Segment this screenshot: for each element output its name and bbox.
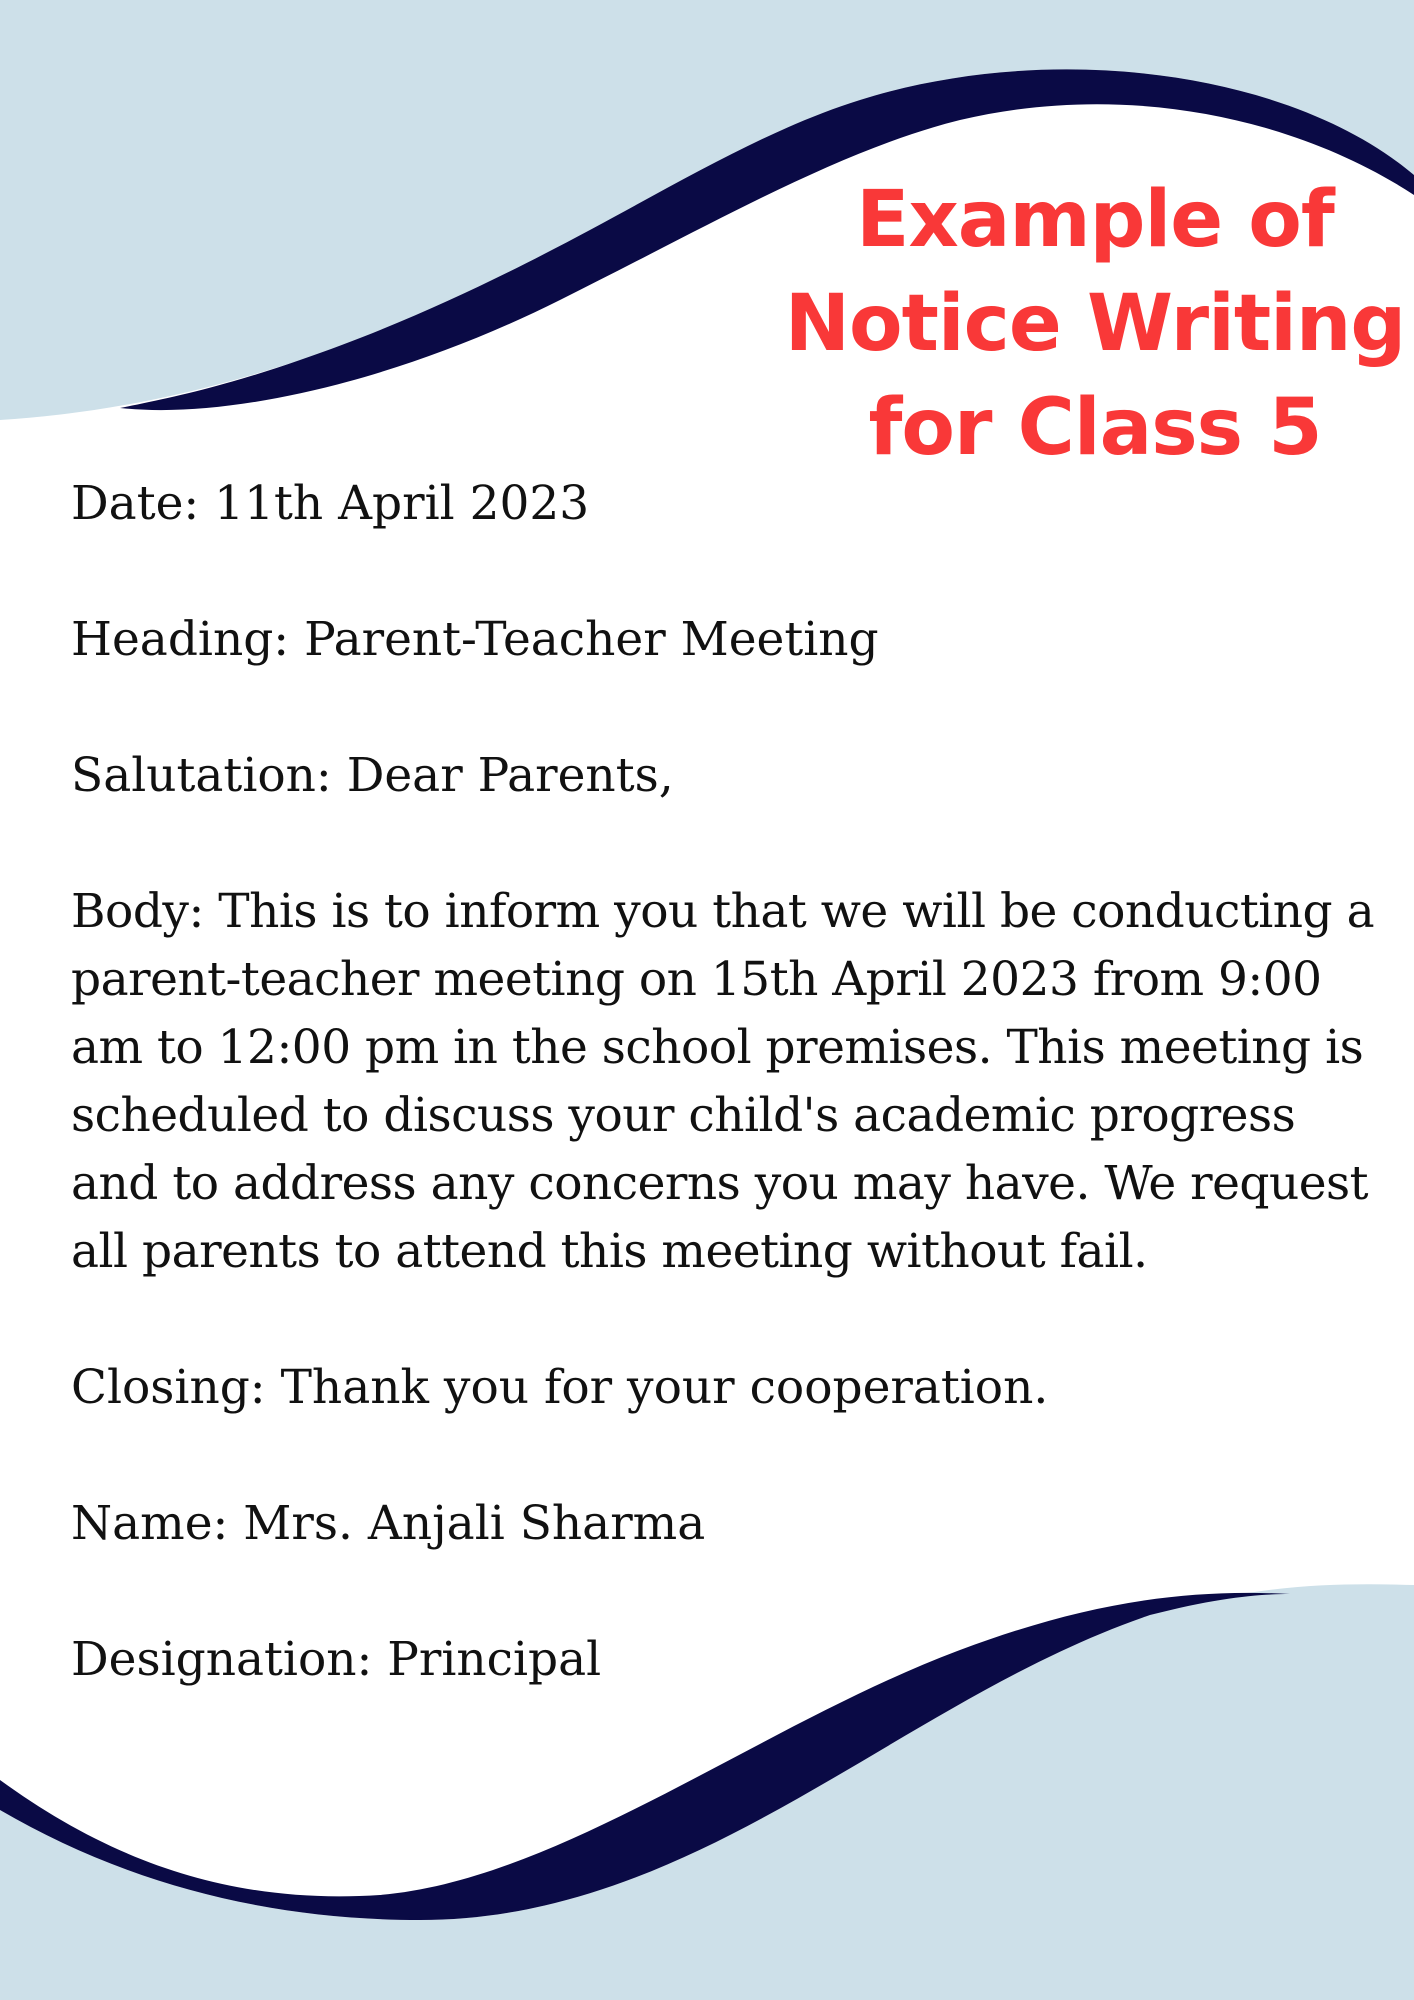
title-line-3: for Class 5 [868,383,1322,473]
notice-designation: Designation: Principal [71,1632,602,1687]
notice-body: Body: This is to inform you that we will be conducting a parent-teacher meeting on 15th April 2023 from 9:00 am to 12:00 pm in the school premises. This meeting is scheduled to discuss your child's academic progress and to address any concerns you may have. We request all parents to attend this meeting without fail. [71,884,1375,1279]
notice-date: Date: 11th April 2023 [71,476,590,531]
title-line-1: Example of [856,175,1334,265]
page-title [760,168,1414,480]
notice-salutation: Salutation: Dear Parents, [71,748,674,803]
notice-heading: Heading: Parent-Teacher Meeting [71,612,879,667]
notice-content [71,470,1391,1762]
title-line-2: Notice Writing [784,279,1406,369]
notice-closing: Closing: Thank you for your cooperation. [71,1360,1049,1415]
notice-name: Name: Mrs. Anjali Sharma [71,1496,706,1551]
